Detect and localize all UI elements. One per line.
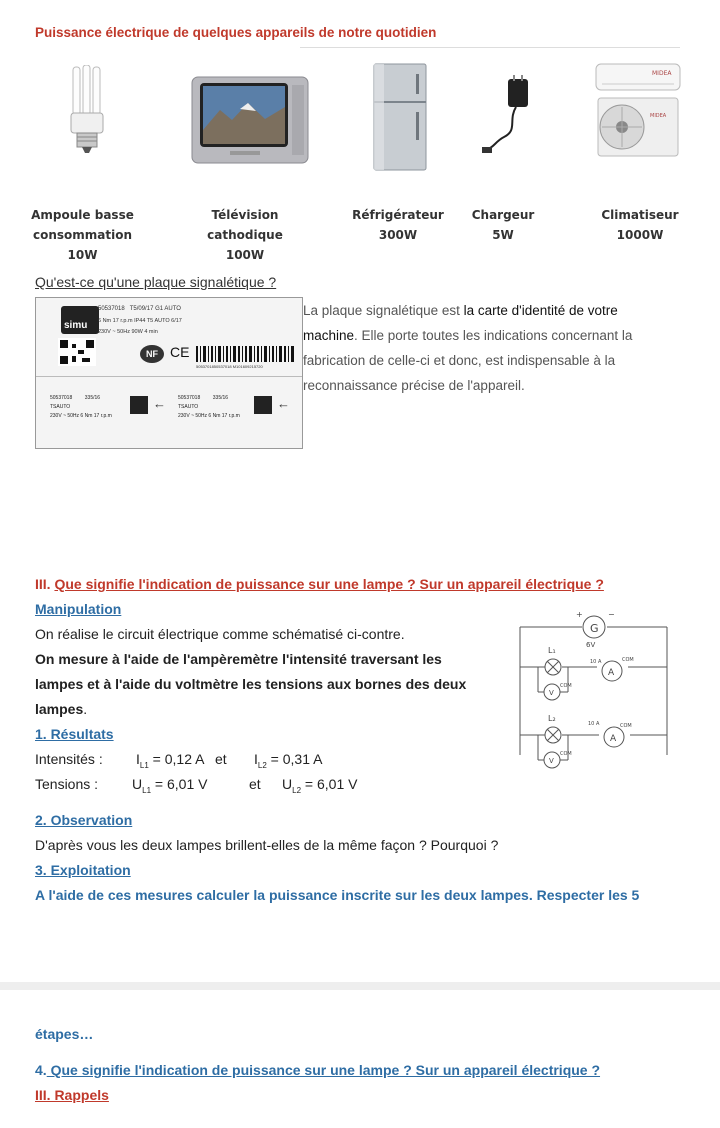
appliance-power: 300W: [378, 228, 418, 242]
brand-badge: [61, 306, 99, 334]
etapes-text: étapes…: [35, 1026, 94, 1042]
line-4-end: .: [83, 701, 88, 717]
ammeter-1-com: COM: [622, 657, 634, 663]
qr-code-icon: [58, 338, 96, 366]
ce-mark: CE: [170, 344, 190, 360]
arrow-left-icon: ←: [277, 396, 290, 411]
appliance-name: Climatiseur: [601, 208, 679, 222]
page-title: Puissance électrique de quelques appareils de notre quotidien: [35, 25, 437, 40]
intensity-l1: [136, 751, 204, 770]
label-ref: 50537018: [98, 306, 125, 312]
value: = 6,01 V: [301, 776, 358, 792]
ammeter-2-com: COM: [620, 723, 632, 729]
generator-voltage: 6V: [586, 641, 596, 649]
appliance-name-line2: consommation: [32, 228, 133, 242]
minus-sign: −: [608, 610, 615, 619]
small-code: 335/16: [212, 395, 229, 401]
label-model: T5/09/17 G1 AUTO: [129, 306, 181, 312]
manipulation-heading: Manipulation: [35, 601, 122, 617]
small-label-b: [178, 394, 240, 421]
crt-tv-icon: [190, 75, 310, 165]
and-word: et: [215, 751, 227, 767]
plus-sign: +: [576, 610, 583, 619]
value: = 0,31 A: [266, 751, 323, 767]
observation-heading: 2. Observation: [35, 812, 133, 828]
intensity-l2: [254, 751, 322, 770]
nf-logo: NF: [140, 345, 164, 363]
subscript: L1: [139, 760, 149, 770]
ammeter-1-range: 10 A: [590, 659, 602, 665]
appliance-name: Télévision cathodique: [207, 208, 283, 242]
appliance-caption-tv: [172, 205, 318, 265]
appliance-name: Réfrigérateur: [352, 208, 444, 222]
label-divider: [36, 376, 302, 377]
barcode-icon: [196, 346, 296, 362]
small-model: TSAUTO: [50, 404, 71, 410]
appliances-figure: [30, 60, 685, 265]
air-conditioner-icon: [592, 62, 684, 162]
ammeter-2-range: 10 A: [588, 721, 600, 727]
fridge-icon: [370, 62, 430, 172]
label-row-1: 6 Nm 17 r.p.m IP44 T5 AUTO 6/17: [98, 318, 182, 324]
voltmeter-1-label: V: [549, 689, 554, 697]
manipulation-line-4: [35, 701, 87, 717]
manipulation-line-3: lampes et à l'aide du voltmètre les tensions aux bornes des deux: [35, 676, 467, 692]
appliance-caption-ac: [595, 205, 685, 245]
ammeter-2-label: A: [610, 734, 617, 744]
section-3-link[interactable]: Que signifie l'indication de puissance sur une lampe ? Sur un appareil électrique ?: [54, 576, 604, 592]
exploitation-text: A l'aide de ces mesures calculer la puissance inscrite sur les deux lampes. Respecter les 5: [35, 887, 640, 903]
plaque-question: Qu'est-ce qu'une plaque signalétique ?: [35, 274, 277, 290]
observation-text: D'après vous les deux lampes brillent-elles de la même façon ? Pourquoi ?: [35, 837, 499, 853]
svg-text:MIDEA: MIDEA: [650, 113, 667, 119]
barcode-number: 5053701850537018 M101609215720: [196, 364, 263, 369]
plaque-text-1: La plaque signalétique est: [303, 303, 464, 318]
appliance-caption-fridge: [348, 205, 448, 245]
page-break: [0, 982, 720, 990]
symbol: I: [136, 751, 140, 767]
section-number: III.: [35, 576, 51, 592]
tensions-label: Tensions :: [35, 776, 99, 792]
question-4-link[interactable]: Que signifie l'indication de puissance sur une lampe ? Sur un appareil électrique ?: [46, 1062, 601, 1078]
svg-text:MIDEA: MIDEA: [652, 70, 672, 77]
appliance-name: Ampoule basse: [31, 208, 134, 222]
small-ref: 50537018: [178, 395, 201, 401]
voltmeter-2-label: V: [549, 757, 554, 765]
small-label-a: [50, 394, 112, 421]
appliance-power: 100W: [225, 248, 265, 262]
label-row-2: 230V ~ 50Hz 90W 4 min: [98, 329, 158, 335]
manipulation-line-2: On mesure à l'aide de l'ampèremètre l'intensité traversant les: [35, 651, 442, 667]
subscript: L2: [257, 760, 267, 770]
plaque-text-2: la carte d'identité de votre: [463, 303, 618, 318]
cfl-bulb-icon: [65, 65, 110, 155]
plaque-text-5: fabrication de celle-ci et donc, est indispensable à la: [303, 353, 616, 368]
arrow-left-icon: ←: [153, 396, 166, 411]
appliance-power: 10W: [67, 248, 98, 262]
small-qr-icon: [130, 396, 148, 414]
small-model: TSAUTO: [178, 404, 199, 410]
voltmeter-2-com: COM: [560, 751, 572, 757]
subscript: L2: [292, 785, 302, 795]
appliance-power: 1000W: [616, 228, 664, 242]
appliance-name: Chargeur: [471, 208, 535, 222]
value: = 6,01 V: [151, 776, 208, 792]
title-divider: [300, 47, 680, 48]
symbol: U: [282, 776, 293, 792]
value: = 0,12 A: [148, 751, 205, 767]
symbol: U: [132, 776, 143, 792]
nameplate-image: [35, 297, 303, 449]
small-code: 335/16: [84, 395, 101, 401]
symbol: I: [254, 751, 258, 767]
label-ref-row: [98, 306, 181, 312]
lamp-2-label: L₂: [548, 714, 556, 723]
section-3-heading: [35, 576, 604, 592]
manipulation-line-1: On réalise le circuit électrique comme schématisé ci-contre.: [35, 626, 405, 642]
small-spec: 230V ~ 50Hz 6 Nm 17 r.p.m: [50, 413, 112, 419]
voltmeter-1-com: COM: [560, 683, 572, 689]
appliance-power: 5W: [492, 228, 514, 242]
exploitation-heading: 3. Exploitation: [35, 862, 131, 878]
and-word: et: [249, 776, 261, 792]
question-4: [35, 1062, 600, 1078]
small-ref: 50537018: [50, 395, 73, 401]
tension-l2: [282, 776, 357, 795]
lamp-1-label: L₁: [548, 646, 556, 655]
generator-label: G: [590, 622, 599, 635]
ammeter-1-label: A: [608, 668, 615, 678]
tension-l1: [132, 776, 207, 795]
plaque-text-4: . Elle porte toutes les indications concernant la: [354, 328, 633, 343]
plaque-text-6: reconnaissance précise de l'appareil.: [303, 378, 525, 393]
results-heading: 1. Résultats: [35, 726, 114, 742]
circuit-diagram: [512, 605, 677, 775]
brand-name: simu: [64, 320, 88, 331]
plaque-text-3: machine: [303, 328, 355, 343]
question-4-number: 4.: [35, 1062, 47, 1078]
intensities-label: Intensités :: [35, 751, 103, 767]
small-spec: 230V ~ 50Hz 6 Nm 17 r.p.m: [178, 413, 240, 419]
rappels-heading[interactable]: III. Rappels: [35, 1087, 109, 1103]
subscript: L1: [142, 785, 152, 795]
charger-icon: [478, 75, 538, 165]
small-qr-icon: [254, 396, 272, 414]
appliance-caption-bulb: [30, 205, 135, 265]
line-4-text: lampes: [35, 701, 84, 717]
plaque-description: [303, 298, 673, 398]
appliance-caption-charger: [468, 205, 538, 245]
